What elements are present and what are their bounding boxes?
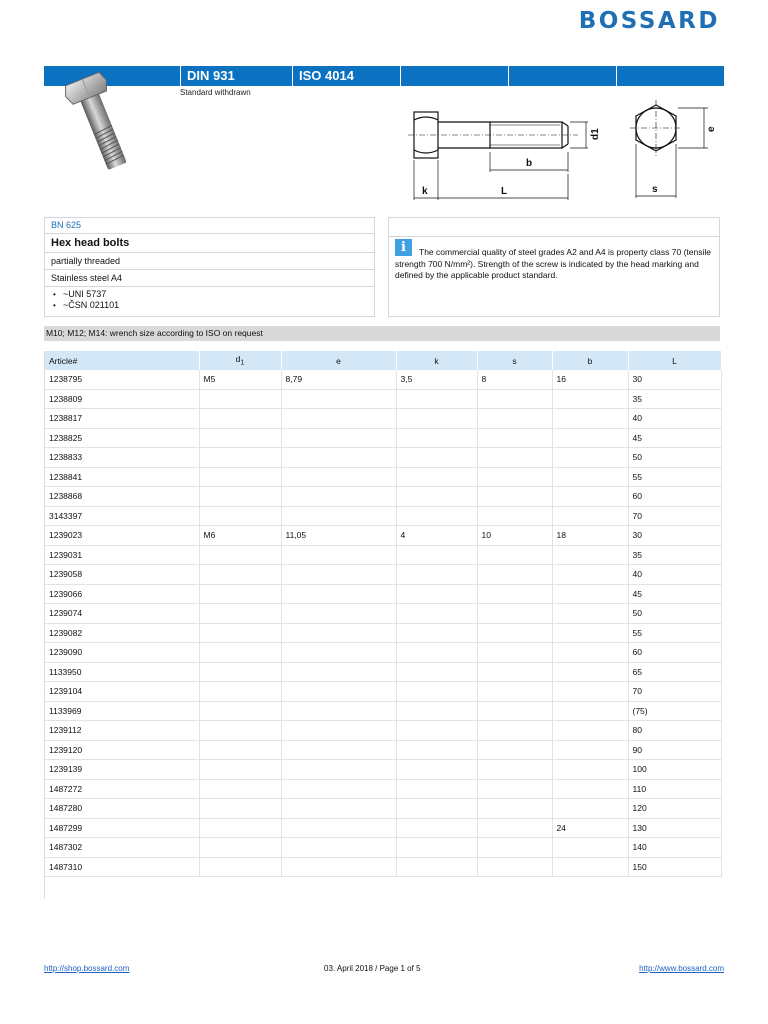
table-row <box>45 565 721 585</box>
table-cell: 1133969 <box>45 701 199 721</box>
table-cell: 35 <box>628 389 721 409</box>
table-cell <box>552 643 628 663</box>
table-cell: 18 <box>552 526 628 546</box>
table-cell: 1238868 <box>45 487 199 507</box>
table-cell <box>477 818 552 838</box>
table-row <box>45 643 721 663</box>
table-cell <box>396 604 477 624</box>
table-cell <box>199 799 281 819</box>
table-cell: 3,5 <box>396 370 477 389</box>
table-cell: M5 <box>199 370 281 389</box>
table-cell <box>396 701 477 721</box>
table-cell: 65 <box>628 662 721 682</box>
table-cell: 1239104 <box>45 682 199 702</box>
table-cell: 16 <box>552 370 628 389</box>
table-cell <box>552 779 628 799</box>
table-cell: 150 <box>628 857 721 877</box>
standards-bar-empty-2 <box>508 66 616 86</box>
table-row <box>45 604 721 624</box>
table-cell <box>552 857 628 877</box>
table-cell: 55 <box>628 623 721 643</box>
table-cell: 30 <box>628 370 721 389</box>
table-cell <box>396 467 477 487</box>
standards-bar-empty-3 <box>616 66 724 86</box>
din-standard: DIN 931 <box>180 66 292 86</box>
table-cell: 1239082 <box>45 623 199 643</box>
table-cell <box>281 565 396 585</box>
technical-drawing <box>408 100 720 206</box>
table-cell <box>552 584 628 604</box>
table-cell <box>477 682 552 702</box>
table-cell <box>552 506 628 526</box>
table-cell <box>281 760 396 780</box>
quality-note-content <box>389 237 719 286</box>
table-cell <box>199 448 281 468</box>
table-cell: 60 <box>628 643 721 663</box>
dim-label-d1: d1 <box>590 128 601 140</box>
website-link[interactable]: http://www.bossard.com <box>639 964 724 973</box>
table-cell <box>396 838 477 858</box>
standards-bar <box>44 66 724 86</box>
article-table <box>45 351 722 877</box>
table-cell: 90 <box>628 740 721 760</box>
table-cell: 120 <box>628 799 721 819</box>
table-cell: 1239074 <box>45 604 199 624</box>
table-cell <box>477 623 552 643</box>
table-cell <box>281 818 396 838</box>
table-row <box>45 857 721 877</box>
table-cell <box>477 448 552 468</box>
table-cell <box>199 857 281 877</box>
table-cell: 130 <box>628 818 721 838</box>
table-cell <box>281 428 396 448</box>
table-cell <box>477 799 552 819</box>
product-series: BN 625 <box>45 218 374 234</box>
alternative-standard-item: • ~ČSN 021101 <box>51 300 368 311</box>
table-cell <box>281 838 396 858</box>
table-cell <box>199 506 281 526</box>
table-cell: 1238817 <box>45 409 199 429</box>
table-cell <box>199 721 281 741</box>
table-cell: 45 <box>628 428 721 448</box>
table-cell <box>396 584 477 604</box>
table-cell <box>552 428 628 448</box>
table-cell <box>396 740 477 760</box>
table-row <box>45 662 721 682</box>
wrench-size-remark: M10; M12; M14: wrench size according to ISO on request <box>44 326 720 341</box>
dim-label-b: b <box>526 158 533 169</box>
table-cell <box>396 682 477 702</box>
table-cell <box>477 487 552 507</box>
table-cell: 8 <box>477 370 552 389</box>
table-row <box>45 370 721 389</box>
table-cell <box>199 838 281 858</box>
table-cell: 1487272 <box>45 779 199 799</box>
table-cell <box>199 545 281 565</box>
table-cell: 80 <box>628 721 721 741</box>
table-header-row <box>45 351 721 370</box>
table-cell: 1239023 <box>45 526 199 546</box>
product-thread: partially threaded <box>45 253 374 270</box>
dim-label-e: e <box>706 126 717 132</box>
table-cell <box>552 701 628 721</box>
table-cell <box>281 409 396 429</box>
table-row <box>45 838 721 858</box>
table-cell <box>199 467 281 487</box>
table-cell: 1239120 <box>45 740 199 760</box>
table-cell <box>199 818 281 838</box>
table-cell <box>477 643 552 663</box>
table-cell <box>396 565 477 585</box>
table-cell <box>552 682 628 702</box>
table-row <box>45 623 721 643</box>
table-cell: 1239090 <box>45 643 199 663</box>
table-cell <box>281 701 396 721</box>
table-cell <box>281 643 396 663</box>
table-cell <box>477 838 552 858</box>
product-info-box <box>44 217 375 317</box>
table-cell <box>281 623 396 643</box>
iso-standard: ISO 4014 <box>292 66 400 86</box>
table-row <box>45 799 721 819</box>
table-cell: 1239139 <box>45 760 199 780</box>
table-cell <box>199 409 281 429</box>
table-cell <box>281 448 396 468</box>
table-cell <box>199 682 281 702</box>
table-cell <box>281 740 396 760</box>
table-cell <box>281 506 396 526</box>
table-cell <box>477 428 552 448</box>
table-cell <box>281 662 396 682</box>
table-cell <box>396 721 477 741</box>
table-cell <box>396 389 477 409</box>
table-row <box>45 701 721 721</box>
table-row <box>45 818 721 838</box>
table-cell: 140 <box>628 838 721 858</box>
table-cell: 100 <box>628 760 721 780</box>
table-cell <box>396 760 477 780</box>
table-cell <box>199 389 281 409</box>
table-cell <box>396 643 477 663</box>
table-cell <box>552 838 628 858</box>
table-cell <box>552 565 628 585</box>
table-cell <box>199 623 281 643</box>
table-cell <box>477 760 552 780</box>
table-cell: 50 <box>628 604 721 624</box>
table-cell <box>281 604 396 624</box>
table-cell <box>477 506 552 526</box>
table-cell <box>552 760 628 780</box>
table-cell <box>552 662 628 682</box>
table-cell: 30 <box>628 526 721 546</box>
table-cell <box>396 428 477 448</box>
table-cell <box>199 779 281 799</box>
page-info: 03. April 2018 / Page 1 of 5 <box>324 964 421 973</box>
table-cell: 1487299 <box>45 818 199 838</box>
table-cell <box>199 565 281 585</box>
table-row <box>45 428 721 448</box>
table-cell <box>281 682 396 702</box>
table-cell: 1239058 <box>45 565 199 585</box>
header-e: e <box>281 351 396 370</box>
table-cell <box>199 701 281 721</box>
table-row <box>45 682 721 702</box>
header-d1: $d_1$ <box>199 351 281 370</box>
table-cell <box>396 799 477 819</box>
table-cell <box>552 389 628 409</box>
table-cell <box>477 779 552 799</box>
table-cell <box>477 701 552 721</box>
table-cell: 1239112 <box>45 721 199 741</box>
table-cell <box>552 799 628 819</box>
table-cell <box>477 584 552 604</box>
product-material: Stainless steel A4 <box>45 270 374 287</box>
table-cell: 1238825 <box>45 428 199 448</box>
table-cell <box>552 467 628 487</box>
table-cell <box>396 545 477 565</box>
table-cell <box>281 487 396 507</box>
table-cell <box>477 857 552 877</box>
table-cell <box>281 799 396 819</box>
table-cell: 1487310 <box>45 857 199 877</box>
table-cell <box>396 623 477 643</box>
table-row <box>45 448 721 468</box>
table-cell <box>552 545 628 565</box>
table-cell <box>199 643 281 663</box>
bolt-photo <box>58 64 138 172</box>
table-cell: 1487302 <box>45 838 199 858</box>
table-cell: 4 <box>396 526 477 546</box>
table-cell <box>281 721 396 741</box>
table-cell <box>477 721 552 741</box>
table-row <box>45 467 721 487</box>
table-cell <box>552 623 628 643</box>
dim-label-k: k <box>422 186 428 197</box>
table-cell: 1487280 <box>45 799 199 819</box>
table-cell <box>477 604 552 624</box>
table-cell <box>477 409 552 429</box>
table-cell <box>281 857 396 877</box>
alternative-standard-item: • ~UNI 5737 <box>51 289 368 300</box>
table-row <box>45 389 721 409</box>
table-cell: 11,05 <box>281 526 396 546</box>
table-cell: 70 <box>628 682 721 702</box>
table-cell: 110 <box>628 779 721 799</box>
table-cell <box>477 389 552 409</box>
table-cell: 8,79 <box>281 370 396 389</box>
dim-label-L: L <box>501 186 508 197</box>
table-cell <box>396 506 477 526</box>
product-title: Hex head bolts <box>45 234 374 253</box>
table-cell <box>552 604 628 624</box>
table-cell <box>477 662 552 682</box>
table-row <box>45 721 721 741</box>
table-cell <box>199 584 281 604</box>
table-cell: 50 <box>628 448 721 468</box>
table-cell: 24 <box>552 818 628 838</box>
table-cell: 1133950 <box>45 662 199 682</box>
header-s: s <box>477 351 552 370</box>
table-cell <box>199 662 281 682</box>
alternative-standards-list <box>45 287 374 314</box>
table-cell <box>396 779 477 799</box>
article-table-container <box>44 351 721 899</box>
table-cell <box>199 604 281 624</box>
table-cell: 45 <box>628 584 721 604</box>
table-row <box>45 409 721 429</box>
header-b: b <box>552 351 628 370</box>
table-cell <box>396 818 477 838</box>
table-cell <box>552 487 628 507</box>
table-cell <box>477 740 552 760</box>
table-cell: 10 <box>477 526 552 546</box>
table-row <box>45 526 721 546</box>
table-cell <box>552 740 628 760</box>
table-cell: 1239066 <box>45 584 199 604</box>
table-cell <box>477 545 552 565</box>
table-cell <box>199 740 281 760</box>
table-cell <box>281 545 396 565</box>
table-cell <box>477 565 552 585</box>
table-cell: 1238809 <box>45 389 199 409</box>
table-cell: 55 <box>628 467 721 487</box>
table-cell <box>396 857 477 877</box>
table-cell <box>199 760 281 780</box>
table-cell: 40 <box>628 409 721 429</box>
table-row <box>45 760 721 780</box>
standards-bar-empty-1 <box>400 66 508 86</box>
table-row <box>45 740 721 760</box>
table-cell <box>396 662 477 682</box>
table-cell: 1238833 <box>45 448 199 468</box>
quality-note-box <box>388 217 720 317</box>
table-cell <box>281 389 396 409</box>
table-cell: 70 <box>628 506 721 526</box>
table-cell <box>199 428 281 448</box>
bossard-logo: BOSSARD <box>578 8 720 34</box>
standard-withdrawn-note: Standard withdrawn <box>180 88 251 97</box>
table-cell <box>396 409 477 429</box>
quality-note-header <box>389 218 719 237</box>
table-cell: 3143397 <box>45 506 199 526</box>
table-row <box>45 584 721 604</box>
dim-label-s: s <box>652 184 658 195</box>
table-cell <box>199 487 281 507</box>
table-row <box>45 545 721 565</box>
table-row <box>45 487 721 507</box>
quality-note-text: The commercial quality of steel grades A2 and A4 is property class 70 (tensile strength 700 N/mm²). Strength of the screw is indicated by the head marking and defined by the applicable product standard. <box>395 247 711 280</box>
header-k: k <box>396 351 477 370</box>
header-article: Article# <box>45 351 199 370</box>
table-cell: 60 <box>628 487 721 507</box>
table-cell: (75) <box>628 701 721 721</box>
table-cell: 40 <box>628 565 721 585</box>
table-cell: 1239031 <box>45 545 199 565</box>
table-cell: 1238841 <box>45 467 199 487</box>
shop-link[interactable]: http://shop.bossard.com <box>44 964 130 973</box>
table-cell: M6 <box>199 526 281 546</box>
table-row <box>45 779 721 799</box>
info-icon: i <box>395 239 412 256</box>
table-cell <box>396 448 477 468</box>
table-cell <box>552 721 628 741</box>
table-cell <box>396 487 477 507</box>
table-cell <box>552 448 628 468</box>
table-row <box>45 506 721 526</box>
table-cell: 1238795 <box>45 370 199 389</box>
table-cell: 35 <box>628 545 721 565</box>
table-cell <box>281 584 396 604</box>
table-cell <box>477 467 552 487</box>
table-cell <box>281 779 396 799</box>
header-L: L <box>628 351 721 370</box>
table-cell <box>281 467 396 487</box>
table-cell <box>552 409 628 429</box>
